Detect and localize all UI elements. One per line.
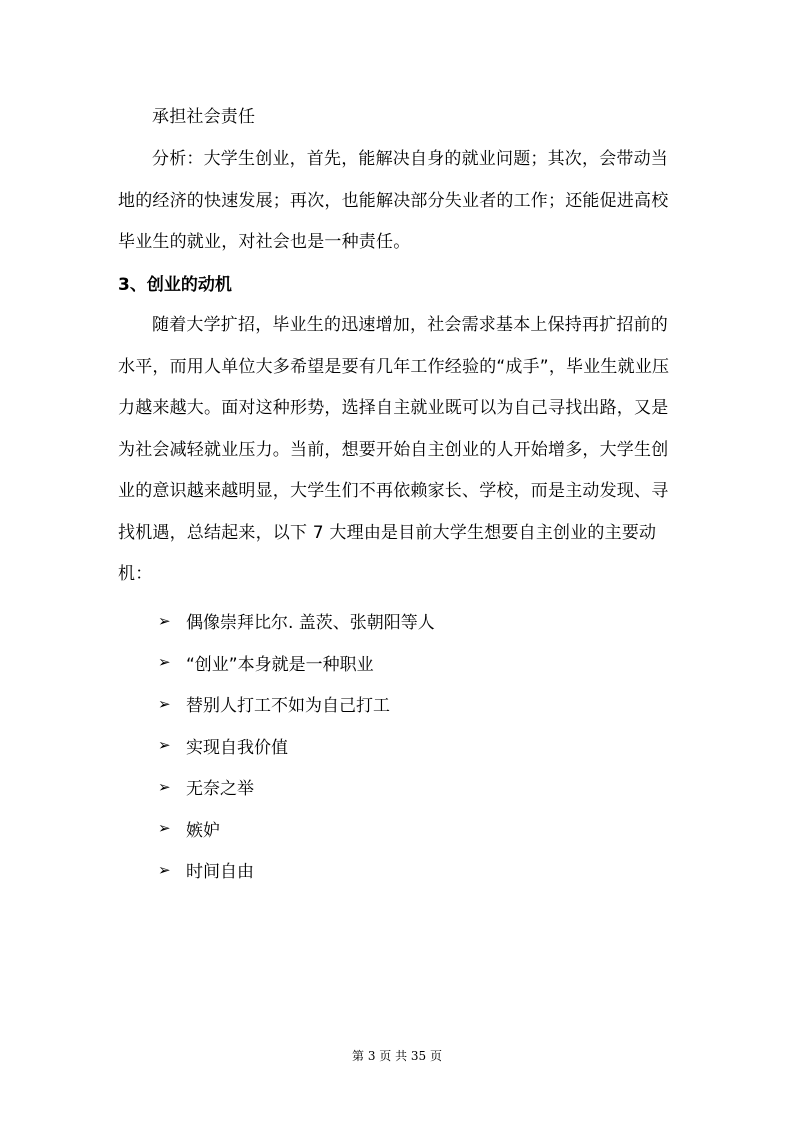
list-item-text: 时间自由: [186, 862, 254, 883]
arrow-bullet-icon: ➢: [158, 860, 171, 879]
arrow-bullet-icon: ➢: [158, 736, 171, 755]
list-item-text: 实现自我价值: [186, 737, 288, 758]
arrow-bullet-icon: ➢: [158, 653, 171, 672]
list-item: [158, 642, 435, 684]
list-item-text: 替别人打工不如为自己打工: [186, 696, 390, 717]
page-number-footer: 第 3 页 共 35 页: [352, 1049, 442, 1063]
analysis-paragraph: 分析：大学生创业，首先，能解决自身的就业问题；其次，会带动当地的经济的快速发展；再次，也能解决部分失业者的工作；还能促进高校毕业生的就业，对社会也是一种责任。: [118, 149, 669, 252]
line-responsibility: 承担社会责任: [152, 107, 256, 127]
arrow-bullet-icon: ➢: [158, 777, 171, 796]
list-item-text: 无奈之举: [186, 779, 254, 800]
list-item: [158, 849, 435, 891]
section-heading: 3、创业的动机: [118, 275, 232, 295]
list-item-text: 嫉妒: [186, 820, 220, 841]
arrow-bullet-icon: ➢: [158, 694, 171, 713]
list-item: [158, 600, 435, 642]
list-item: [158, 725, 435, 767]
list-item: [158, 683, 435, 725]
list-item: [158, 766, 435, 808]
list-item-text: “创业”本身就是一种职业: [186, 654, 374, 675]
list-item-text: 偶像崇拜比尔. 盖茨、张朝阳等人: [186, 613, 435, 634]
arrow-bullet-icon: ➢: [158, 611, 171, 630]
list-item: [158, 808, 435, 850]
arrow-bullet-icon: ➢: [158, 819, 171, 838]
motivation-list: [158, 600, 435, 891]
motivation-paragraph: 随着大学扩招，毕业生的迅速增加，社会需求基本上保持再扩招前的水平，而用人单位大多希望是要有几年工作经验的“成手”，毕业生就业压力越来越大。面对这种形势，选择自主就业既可以为自己寻找出路，又是为社会减轻就业压力。当前，想要开始自主创业的人开始增多，大学生创业的意识越来越明显，大学生们不再依赖家长、学校，而是主动发现、寻找机遇，总结起来，以下 7 大理由是目前大学生想要自主创业的主要动机：: [118, 315, 670, 584]
